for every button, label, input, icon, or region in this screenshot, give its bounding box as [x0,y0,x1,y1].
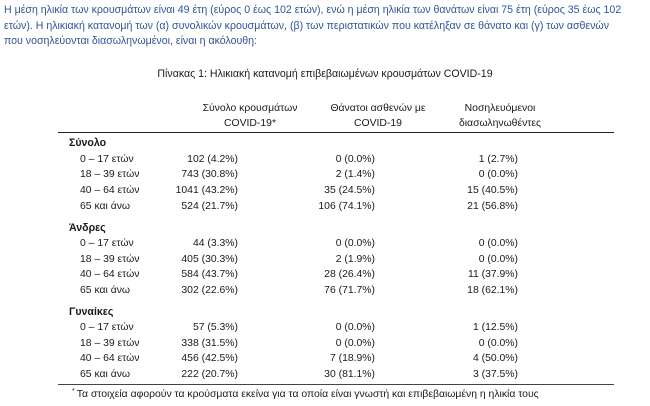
cases-cell: 222 (20.7%) [181,369,238,380]
table-row [0,238,650,253]
column-header-line: COVID-19* [224,118,276,129]
deaths-cell: 0 (0.0%) [335,322,375,333]
cases-cell: 44 (3.3%) [192,238,238,249]
hospitalized-cell: 15 (40.5%) [467,185,518,196]
deaths-cell: 0 (0.0%) [335,238,375,249]
age-cell: 40 – 64 ετών [80,269,140,280]
table-top-rule [58,132,614,133]
intro-paragraph [4,3,646,50]
age-cell: 40 – 64 ετών [80,185,140,196]
group-label-total: Σύνολο [69,137,107,149]
cases-cell: 743 (30.8%) [181,169,238,180]
column-header-deaths [318,101,438,131]
cases-cell: 102 (4.2%) [187,154,238,165]
age-cell: 0 – 17 ετών [80,154,134,165]
hospitalized-cell: 0 (0.0%) [478,254,518,265]
column-header-hospitalized [440,101,560,131]
deaths-cell: 7 (18.9%) [329,353,375,364]
deaths-cell: 2 (1.9%) [335,254,375,265]
deaths-cell: 106 (74.1%) [318,201,375,212]
hospitalized-cell: 18 (62.1%) [467,285,518,296]
table-row [0,185,650,200]
cases-cell: 524 (21.7%) [181,201,238,212]
table-row [0,353,650,368]
deaths-cell: 2 (1.4%) [335,169,375,180]
column-header-line: διασωληνωθέντες [458,118,542,129]
intro-line: Η μέση ηλικία των κρουσμάτων είναι 49 έτη (εύρος 0 έως 102 ετών), ενώ η μέση ηλικία των θανάτων είναι 75 έτη (εύρος 35 έως 102 [4,4,622,16]
cases-cell: 57 (5.3%) [192,322,238,333]
group-label-women: Γυναίκες [69,306,114,318]
footnote-text: Τα στοιχεία αφορούν τα κρούσματα εκείνα για τα οποία είναι γνωστή και επιβεβαιωμένη η ηλικία τους [76,389,539,400]
table-row [0,338,650,353]
cases-cell: 584 (43.7%) [181,269,238,280]
hospitalized-cell: 1 (12.5%) [472,322,518,333]
age-cell: 65 και άνω [80,201,131,212]
hospitalized-cell: 21 (56.8%) [467,201,518,212]
table-caption: Πίνακας 1: Ηλικιακή κατανομή επιβεβαιωμένων κρουσμάτων COVID-19 [157,68,493,80]
hospitalized-cell: 0 (0.0%) [478,338,518,349]
column-header-line: Σύνολο κρουσμάτων [202,103,298,114]
intro-line: που νοσηλεύονται διασωληνωμένοι, είναι η ακόλουθη: [4,35,258,47]
cases-cell: 405 (30.3%) [181,254,238,265]
table-row [0,269,650,284]
hospitalized-cell: 3 (37.5%) [472,369,518,380]
deaths-cell: 0 (0.0%) [335,154,375,165]
table-row [0,201,650,216]
age-cell: 40 – 64 ετών [80,353,140,364]
age-cell: 65 και άνω [80,369,131,380]
deaths-cell: 0 (0.0%) [335,338,375,349]
group-label-men: Άνδρες [69,222,106,234]
column-header-line: Νοσηλευόμενοι [464,103,536,114]
age-cell: 0 – 17 ετών [80,322,134,333]
age-cell: 65 και άνω [80,285,131,296]
cases-cell: 456 (42.5%) [181,353,238,364]
cases-cell: 302 (22.6%) [181,285,238,296]
age-cell: 18 – 39 ετών [80,169,140,180]
hospitalized-cell: 0 (0.0%) [478,169,518,180]
age-cell: 18 – 39 ετών [80,254,140,265]
age-cell: 0 – 17 ετών [80,238,134,249]
table-row [0,322,650,337]
table-row [0,254,650,269]
deaths-cell: 76 (71.7%) [324,285,375,296]
deaths-cell: 35 (24.5%) [324,185,375,196]
deaths-cell: 28 (26.4%) [324,269,375,280]
hospitalized-cell: 4 (50.0%) [472,353,518,364]
table-row [0,369,650,384]
cases-cell: 338 (31.5%) [181,338,238,349]
table-footnote [72,388,539,400]
column-header-line: COVID-19 [354,118,402,129]
column-header-cases [190,101,310,131]
cases-cell: 1041 (43.2%) [175,185,238,196]
column-header-line: Θάνατοι ασθενών με [330,103,426,114]
deaths-cell: 30 (81.1%) [324,369,375,380]
hospitalized-cell: 1 (2.7%) [478,154,518,165]
footnote-mark: * [72,388,75,395]
hospitalized-cell: 0 (0.0%) [478,238,518,249]
table-bottom-rule [58,384,614,385]
table-row [0,285,650,300]
table-row [0,154,650,169]
age-cell: 18 – 39 ετών [80,338,140,349]
intro-line: ετών). Η ηλικιακή κατανομή των (α) συνολικών κρουσμάτων, (β) των περιστατικών που κατέληξαν σε θάνατο και (γ) των ασθενών [4,19,609,32]
table-row [0,169,650,184]
hospitalized-cell: 11 (37.9%) [467,269,518,280]
